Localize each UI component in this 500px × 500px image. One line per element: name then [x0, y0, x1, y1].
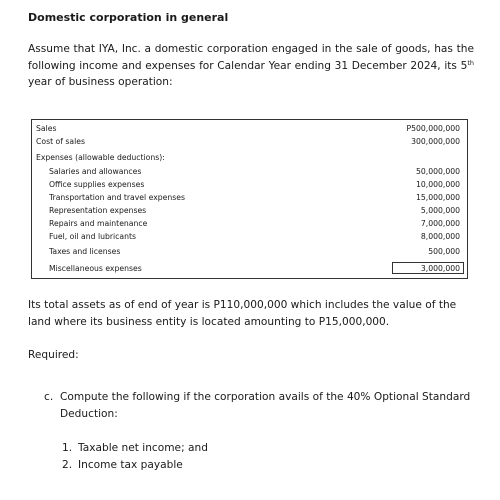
table-row	[32, 192, 467, 203]
required-heading: Required:	[28, 349, 79, 361]
row-amount: 5,000,000	[420, 206, 460, 215]
intro-paragraph: Assume that IYA, Inc. a domestic corporation engaged in the sale of goods, has the following income and expenses for Calendar Year ending 31 December 2024, its 5th year of business operation:	[28, 43, 474, 88]
table-row	[32, 166, 467, 177]
table-row	[32, 152, 467, 163]
table-row	[32, 205, 467, 216]
table-row	[32, 263, 467, 274]
row-amount: 500,000	[428, 247, 460, 256]
table-row	[32, 246, 467, 257]
row-label: Office supplies expenses	[49, 180, 145, 189]
list-item	[62, 459, 183, 471]
list-item-number: 1.	[62, 442, 73, 454]
row-label: Expenses (allowable deductions):	[36, 153, 165, 162]
item-marker: c.	[44, 391, 54, 403]
row-label: Transportation and travel expenses	[49, 193, 185, 202]
table-row	[32, 179, 467, 190]
list-item	[62, 442, 208, 454]
table-row	[32, 123, 467, 134]
table-row	[32, 136, 467, 147]
row-label: Miscellaneous expenses	[49, 264, 142, 273]
item-text: Compute the following if the corporation avails of the 40% Optional Standard Deduction:	[60, 391, 471, 420]
list-item-text: Income tax payable	[78, 459, 183, 471]
row-label: Fuel, oil and lubricants	[49, 232, 136, 241]
table-row	[32, 218, 467, 229]
list-item-text: Taxable net income; and	[78, 442, 208, 454]
row-label: Sales	[36, 124, 57, 133]
row-amount: 15,000,000	[415, 193, 460, 202]
income-expense-table	[31, 119, 468, 279]
list-item-number: 2.	[62, 459, 73, 471]
row-amount: 8,000,000	[420, 232, 460, 241]
table-row	[32, 231, 467, 242]
row-label: Repairs and maintenance	[49, 219, 148, 228]
row-label: Taxes and licenses	[49, 247, 121, 256]
row-amount: P500,000,000	[406, 124, 460, 133]
requirement-item-c	[44, 389, 472, 423]
row-label: Representation expenses	[49, 206, 147, 215]
row-amount: 7,000,000	[420, 219, 460, 228]
row-amount: 50,000,000	[415, 167, 460, 176]
row-label: Salaries and allowances	[49, 167, 142, 176]
row-amount: 300,000,000	[411, 137, 460, 146]
assets-paragraph: Its total assets as of end of year is P110,000,000 which includes the value of the land where its business entity is located amounting to P15,000,000.	[28, 299, 457, 328]
row-amount: 10,000,000	[415, 180, 460, 189]
document-title: Domestic corporation in general	[28, 11, 229, 24]
row-amount: 3,000,000	[420, 264, 460, 273]
row-label: Cost of sales	[36, 137, 85, 146]
